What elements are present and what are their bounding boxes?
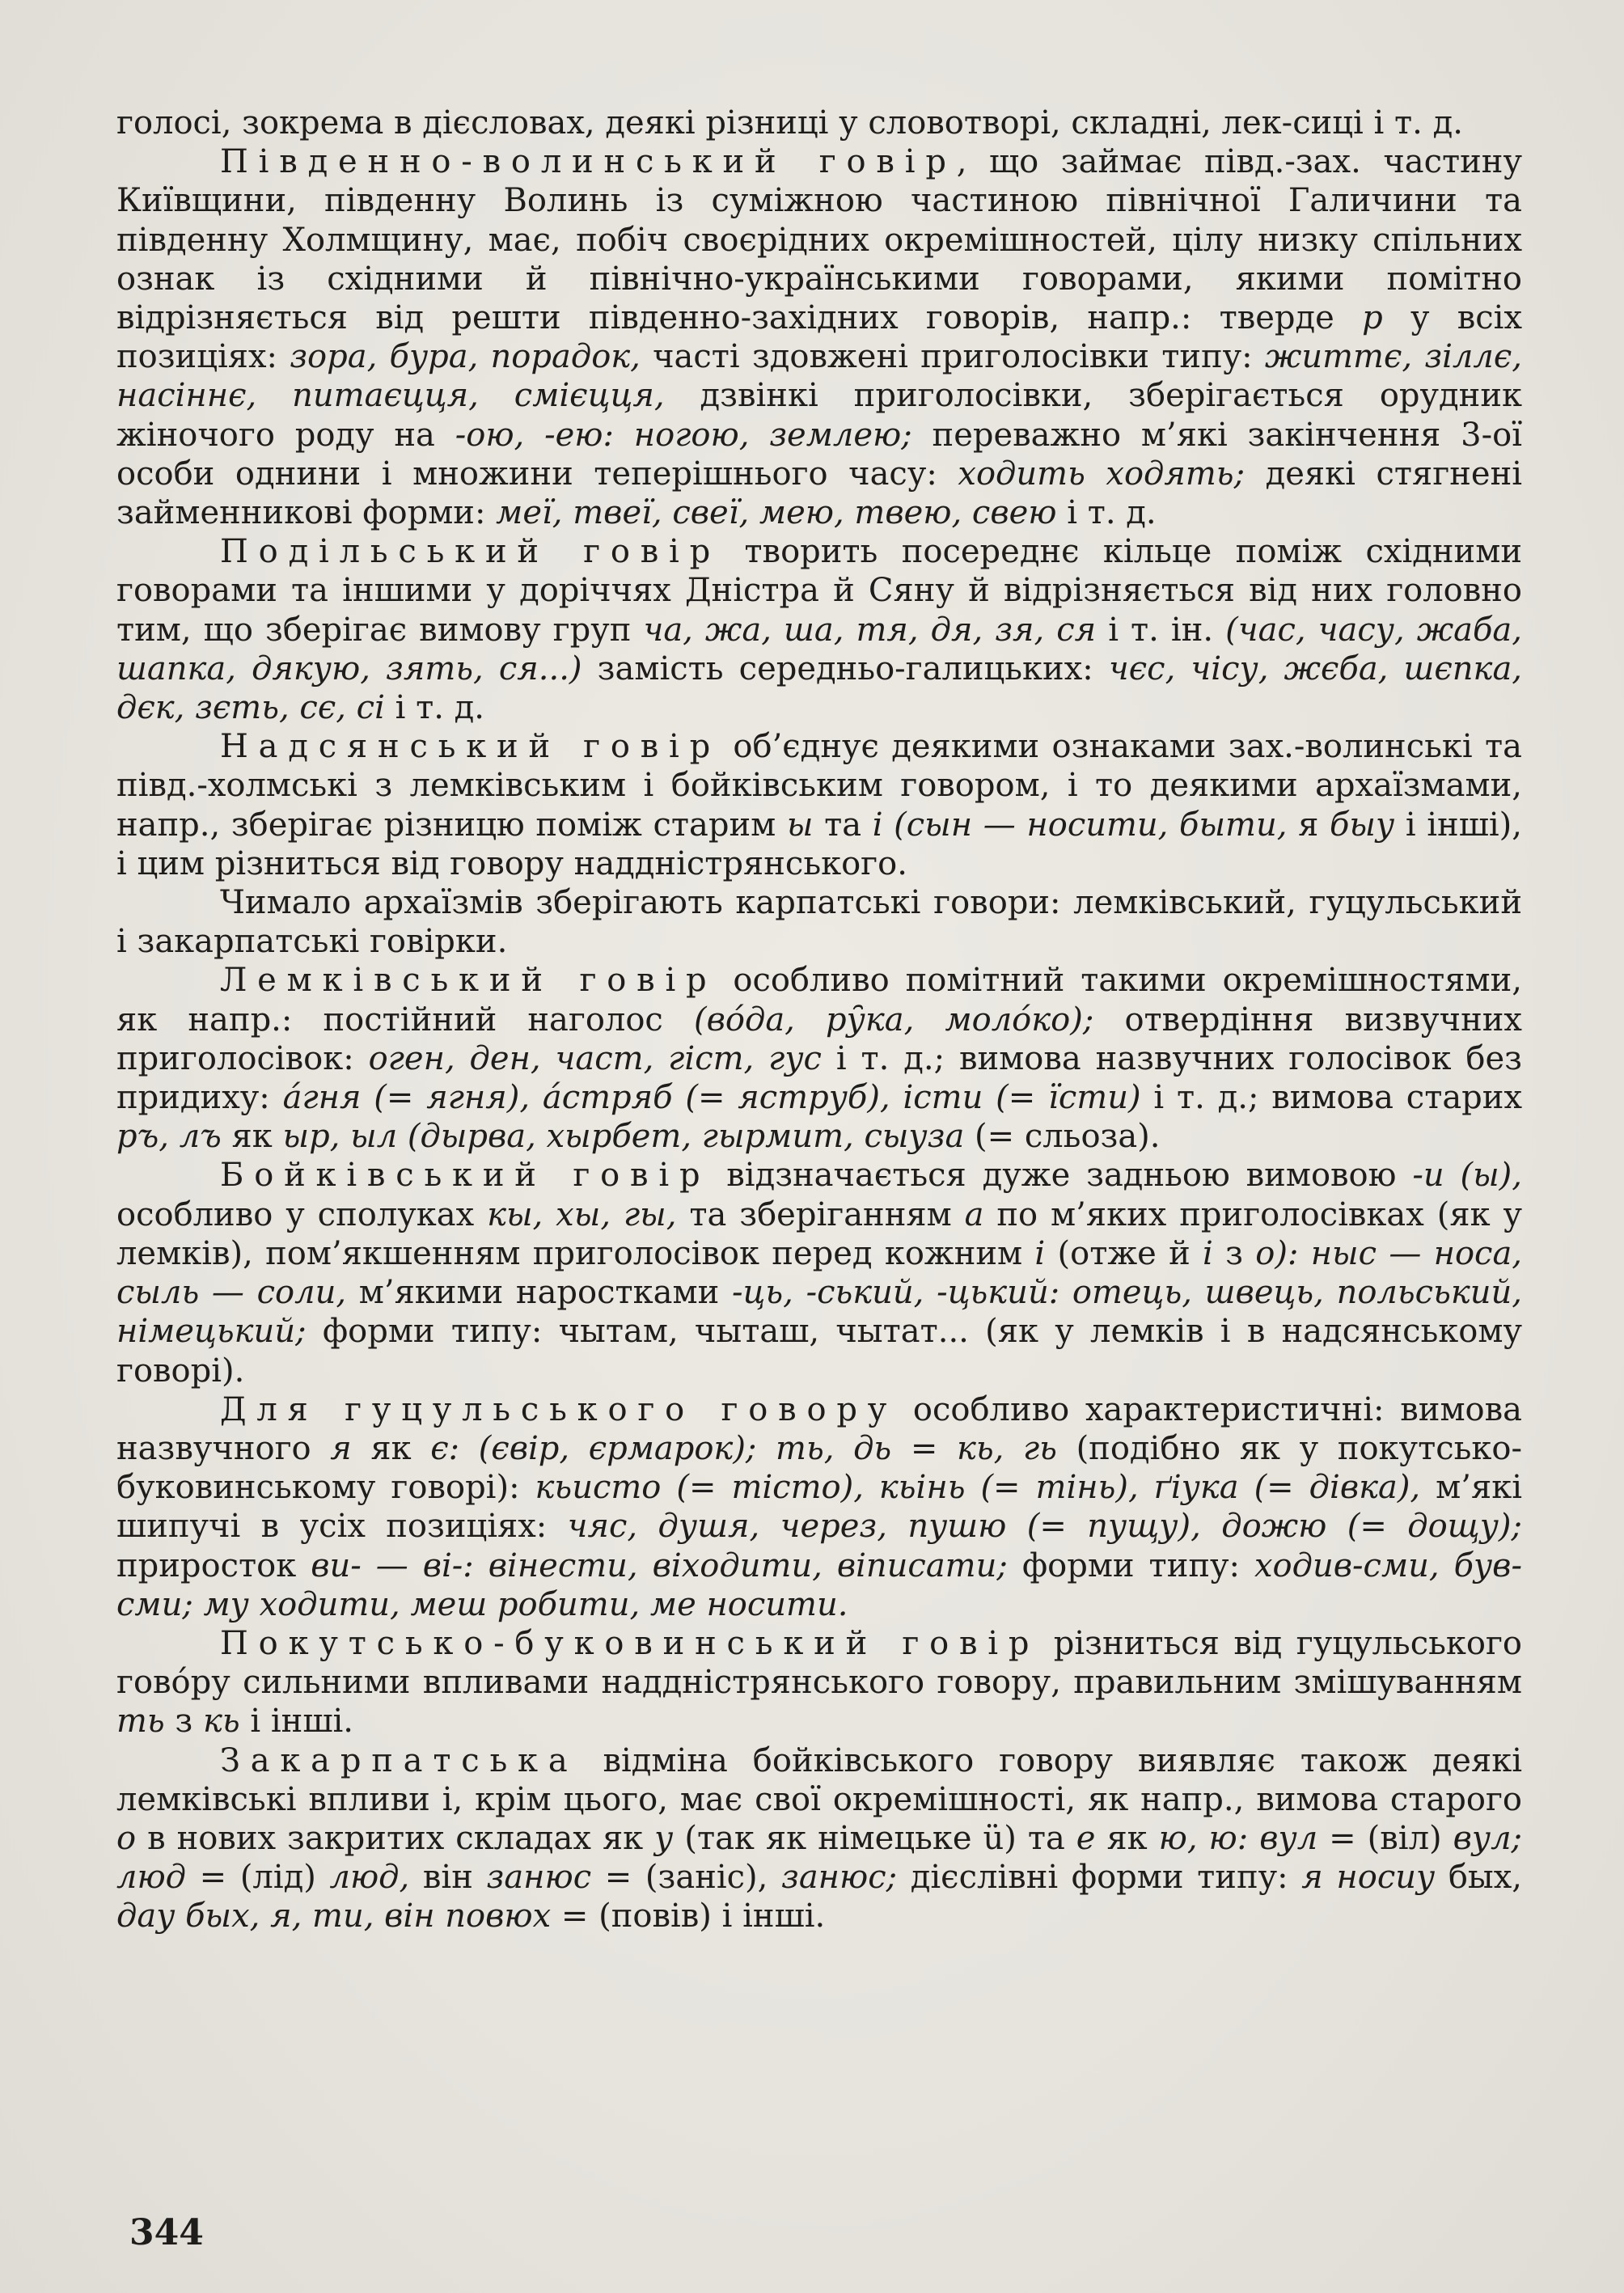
dialect-heading: Лемківський говір <box>220 962 717 1000</box>
dialect-example: ыр, ыл (дырва, хырбет, гырмит, сыуза <box>282 1118 965 1156</box>
dialect-heading: Подільський говір <box>220 533 721 571</box>
text-run: = (віл) <box>1317 1819 1453 1857</box>
text-run: м’якими наростками <box>346 1274 732 1312</box>
text-run: та зберіганням <box>676 1195 965 1233</box>
paragraph <box>116 961 1522 1156</box>
text-run: особливо помітний такими окремішностями, як напр.: постійний наголос <box>116 962 1523 1039</box>
text-run: і інші), і цим різниться від говору наддністрянського. <box>116 806 1523 882</box>
dialect-example: занюс <box>486 1859 592 1897</box>
dialect-example: я носиу <box>1301 1859 1436 1897</box>
text-run: як <box>1095 1819 1159 1857</box>
dialect-example: кь <box>202 1703 240 1741</box>
text-run: та <box>813 806 873 844</box>
text-run: і т. д. <box>384 689 484 727</box>
dialect-example: меї, твеї, свеї, мею, твею, свею <box>496 494 1057 532</box>
text-run: різниться від гуцульського гово́ру сильними впливами наддністрянського говору, правильним змішуванням <box>116 1624 1522 1702</box>
dialect-example: быу <box>1329 806 1395 844</box>
dialect-example: ви- — ві-: вінести, віходити, віписати; <box>311 1546 1008 1584</box>
text-run: приросток <box>116 1546 311 1584</box>
dialect-example: я <box>330 1429 352 1467</box>
dialect-heading: Для гуцульського говору <box>220 1390 898 1428</box>
text-run: (подібно як у покутсько-буковинському говорі): <box>116 1429 1522 1507</box>
text-run: особливо у сполуках <box>116 1195 488 1233</box>
paragraph <box>116 104 1522 142</box>
text-run: отвердіння визвучних приголосівок: <box>116 1001 1522 1077</box>
paragraph <box>116 142 1522 532</box>
text-run: творить посереднє кільце поміж східними говорами та іншими у доріччях Дністра й Сяну й відрізняється від них головно тим, що зберігає вимову груп <box>116 533 1522 649</box>
dialect-example: о): ныс — носа, сыль — соли, <box>116 1234 1523 1312</box>
page-number: 344 <box>129 2212 204 2253</box>
paragraph <box>116 883 1522 961</box>
text-run: (= сльоза). <box>964 1118 1161 1156</box>
dialect-example: і <box>1203 1234 1213 1272</box>
text-run: = (лід) <box>186 1859 330 1897</box>
dialect-example: ръ, лъ <box>116 1118 222 1156</box>
dialect-example: о <box>116 1819 137 1857</box>
text-run: м’які шипучі в усіх позиціях: <box>116 1469 1522 1546</box>
text-run: , що займає півд.-зах. частину Київщини, південну Волинь із суміжною частиною північної Галичини та південну Холмщину, має, побіч своєрідних окремішностей, цілу низку спільних ознак із східними й північно-українськими говорами, якими помітно відрізняється від решти південно-західних говорів, напр.: тверде <box>116 143 1523 337</box>
text-run: у всіх позиціях: <box>116 299 1523 376</box>
dialect-example: оген, ден, част, гіст, гус <box>368 1039 822 1077</box>
paragraph <box>116 727 1522 883</box>
dialect-example: (час, часу, жаба, шапка, дякую, зять, ся...) <box>116 611 1522 687</box>
paragraph <box>116 1624 1522 1741</box>
dialect-example: кьисто (= тісто), кьінь (= тінь), ґіука (= дівка), <box>535 1469 1421 1507</box>
dialect-heading: Південно-волинський говір <box>220 143 957 181</box>
text-run: з <box>164 1703 203 1741</box>
dialect-example: -ою, -ею: ногою, землею; <box>455 416 912 454</box>
text-run: і т. д. <box>1056 494 1157 532</box>
dialect-example: ходив-сми, був-сми; му ходити, меш робити, ме носити. <box>116 1546 1522 1623</box>
dialect-example: ходить ходять; <box>958 455 1245 493</box>
dialect-example: і (сын — носити, быти, <box>872 806 1288 844</box>
body-text <box>116 104 1522 1936</box>
text-run: особливо характеристичні: вимова назвучного <box>116 1390 1523 1467</box>
text-run: форми типу: чытам, чыташ, чытат... (як у лемків і в надсянському говорі). <box>116 1313 1522 1390</box>
paragraph <box>116 1741 1522 1936</box>
text-run: = (повів) і інші. <box>551 1897 826 1936</box>
dialect-example: у <box>654 1819 674 1857</box>
dialect-example: -ць, -ський, -цький: отець, швець, польський, німецький; <box>116 1274 1522 1351</box>
text-run: замість середньо-галицьких: <box>582 649 1109 687</box>
paragraph <box>116 532 1522 727</box>
dialect-example: чєс, чісу, жєба, шєпка, дєк, зєть, сє, сі <box>116 649 1523 727</box>
dialect-example: кы, хы, гы, <box>487 1195 677 1233</box>
dialect-example: ю, ю: вул <box>1158 1819 1318 1857</box>
text-run: він <box>409 1859 487 1897</box>
dialect-heading: Покутсько-буковинський говір <box>220 1624 1040 1662</box>
text-run: часті здовжені приголосівки типу: <box>640 338 1265 376</box>
paragraph <box>116 1390 1522 1624</box>
dialect-example: ча, жа, ша, тя, дя, зя, ся <box>643 611 1097 649</box>
dialect-example: е <box>1076 1819 1096 1857</box>
dialect-example: є: (євір, єрмарок); ть, дь = кь, гь <box>430 1429 1057 1467</box>
dialect-example: а <box>964 1195 984 1233</box>
text-run: голосі, зокрема в дієсловах, деякі різниці у словотворі, складні, лек- <box>116 104 1293 142</box>
text-run: і інші. <box>239 1703 354 1741</box>
text-run: Чимало архаїзмів зберігають карпатські говори: лемківський, гуцульський і закарпатські говірки. <box>116 884 1522 961</box>
dialect-example: -и (ы), <box>1412 1157 1522 1195</box>
text-run: відміна бойківського говору виявляє також деякі лемківські впливи і, крім цього, має свої окремішності, як напр., вимова старого <box>116 1741 1522 1818</box>
text-run: об’єднує деякими ознаками зах.-волинські та півд.-холмські з лемківським і бойківським говором, і то деякими архаїзмами, напр., зберігає різницю поміж старим <box>116 728 1522 844</box>
dialect-example: дау бых, я, ти, він повюх <box>116 1897 552 1936</box>
text-run: і т. ін. <box>1096 611 1226 649</box>
text-run: як <box>351 1429 431 1467</box>
dialect-example: і <box>1034 1234 1046 1272</box>
text-run: з <box>1212 1234 1256 1272</box>
dialect-example: життє, зіллє, насіннє, питаєцця, смієцця, <box>116 338 1522 415</box>
text-run: переважно м’які закінчення 3-ої особи однини і множини теперішнього часу: <box>116 416 1523 493</box>
dialect-example: а́гня (= ягня), а́стряб (= яструб), істи (= їсти) <box>282 1079 1141 1117</box>
dialect-heading: Бойківський говір <box>220 1157 711 1195</box>
text-run: я <box>1287 806 1330 844</box>
dialect-example: люд, <box>329 1859 410 1897</box>
text-run: дзвінкі приголосівки, зберігається орудник жіночого роду на <box>116 377 1522 454</box>
dialect-example: р <box>1362 299 1383 337</box>
text-run: і т. д.; вимова старих <box>1140 1079 1523 1117</box>
text-run: деякі стягнені займенникові форми: <box>116 455 1523 532</box>
text-run: в нових закритих складах як <box>136 1819 655 1857</box>
text-run: (отже й <box>1045 1234 1203 1272</box>
text-run: дієслівні форми типу: <box>897 1859 1302 1897</box>
dialect-example: занюс; <box>781 1859 898 1897</box>
dialect-example: ы <box>786 806 814 844</box>
text-run: як <box>221 1118 283 1156</box>
text-run: сиці і т. д. <box>1292 104 1463 142</box>
dialect-heading: Закарпатська <box>220 1741 578 1779</box>
dialect-example: вул; люд <box>116 1819 1523 1897</box>
dialect-example: (во́да, ру̑ка, моло́ко); <box>694 1001 1094 1039</box>
text-run: бых, <box>1435 1859 1523 1897</box>
dialect-example: зора, бура, порадок, <box>290 338 641 376</box>
text-run: по м’яких приголосівках (як у лемків), пом’якшенням приголосівок перед кожним <box>116 1195 1523 1272</box>
text-run: і т. д.; вимова назвучних голосівок без придиху: <box>116 1039 1522 1117</box>
dialect-example: ть <box>116 1703 165 1741</box>
dialect-heading: Надсянський говір <box>220 728 721 766</box>
text-run: відзначається дуже задньою вимовою <box>710 1157 1413 1195</box>
text-run: форми типу: <box>1007 1546 1254 1584</box>
paragraph <box>116 1156 1522 1390</box>
text-run: = (заніс), <box>591 1859 781 1897</box>
dialect-example: чяс, душя, через, пушю (= пущу), дожю (= дощу); <box>567 1508 1522 1546</box>
text-run: (так як німецьке ü) та <box>673 1819 1076 1857</box>
